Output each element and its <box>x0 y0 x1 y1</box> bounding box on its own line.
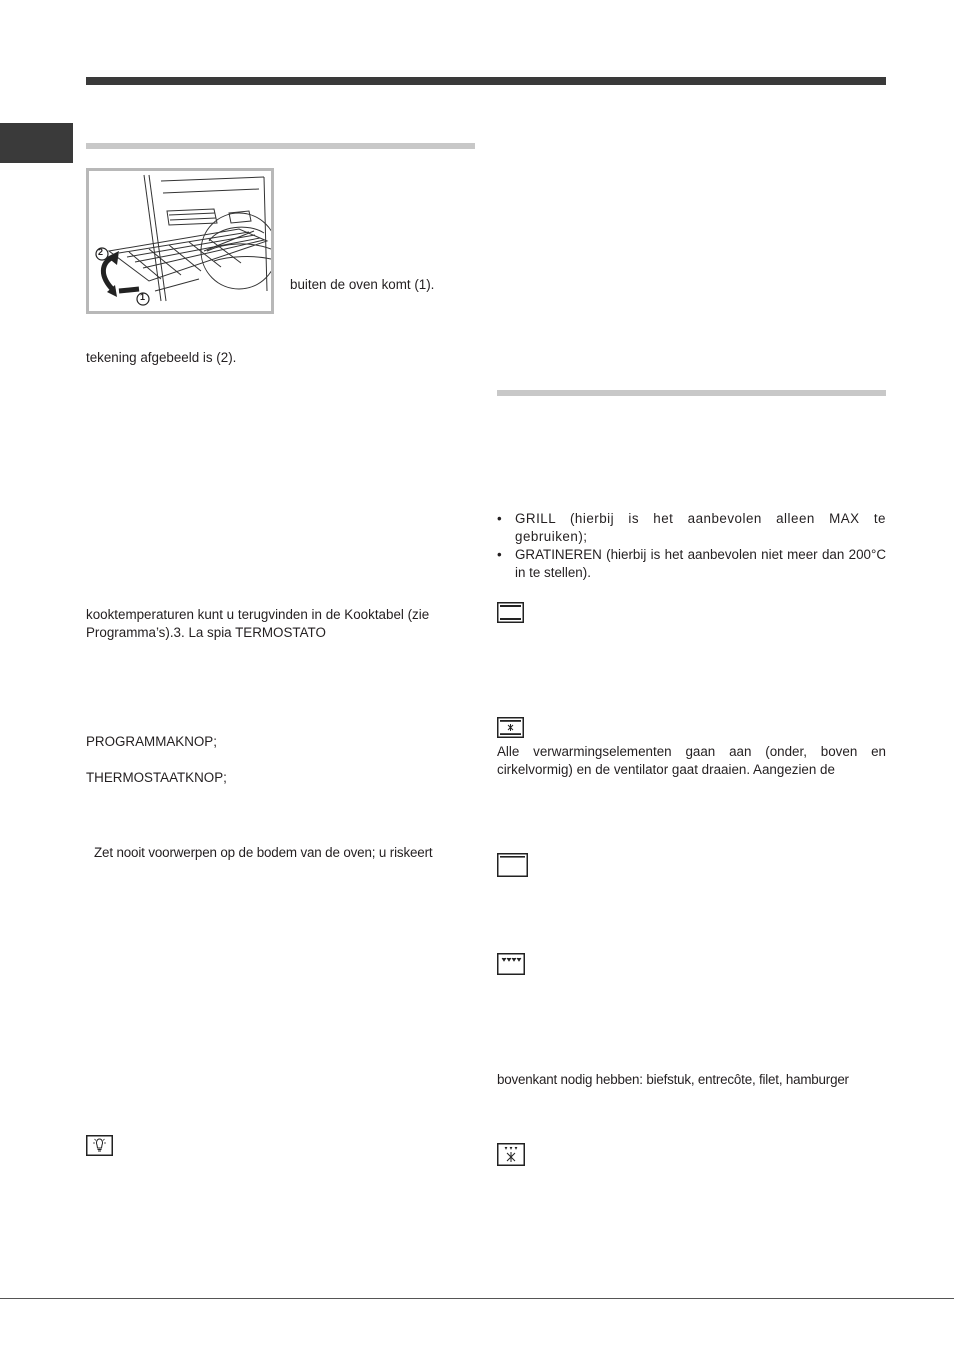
grill-paragraph: bovenkant nodig hebben: biefstuk, entrecôte, filet, hamburger <box>497 1072 849 1087</box>
bullet-grill: • GRILL (hierbij is het aanbevolen alleen MAX te gebruiken); <box>497 510 886 546</box>
footer-rule <box>0 1298 954 1299</box>
oven-rack-drawing <box>89 171 271 311</box>
fan-grill-icon <box>497 1143 525 1166</box>
bullet-gratineren: • GRATINEREN (hierbij is het aanbevolen niet meer dan 200°C in te stellen). <box>497 546 886 582</box>
temperature-paragraph-line2: Programma’s).3. La spia TERMOSTATO <box>86 625 326 640</box>
figure-label-2: 2 <box>98 247 104 257</box>
conventional-oven-icon <box>497 853 528 877</box>
temperature-paragraph-line1: kooktemperaturen kunt u terugvinden in de Kooktabel (zie <box>86 607 430 622</box>
top-bottom-heat-icon <box>497 602 524 623</box>
section-rule-left <box>86 143 475 149</box>
language-tab <box>0 123 73 163</box>
lamp-icon <box>86 1135 113 1156</box>
header-rule <box>86 77 886 85</box>
function-bullet-list <box>497 510 886 582</box>
program-knob-label: PROGRAMMAKNOP; <box>86 734 217 749</box>
figure-caption: buiten de oven komt (1). <box>290 277 435 292</box>
warning-text: Zet nooit voorwerpen op de bodem van de oven; u riskeert <box>94 845 433 860</box>
figure-label-1: 1 <box>140 292 146 302</box>
drawing-paragraph: tekening afgebeeld is (2). <box>86 350 237 365</box>
heating-paragraph: Alle verwarmingselementen gaan aan (onder, boven en cirkelvormig) en de ventilator gaat draaien. Aangezien de <box>497 744 886 777</box>
grill-icon <box>497 953 525 975</box>
oven-rack-illustration <box>86 168 274 314</box>
fan-all-elements-icon <box>497 717 524 738</box>
section-rule-right <box>497 390 886 396</box>
thermostat-knob-label: THERMOSTAATKNOP; <box>86 770 227 785</box>
